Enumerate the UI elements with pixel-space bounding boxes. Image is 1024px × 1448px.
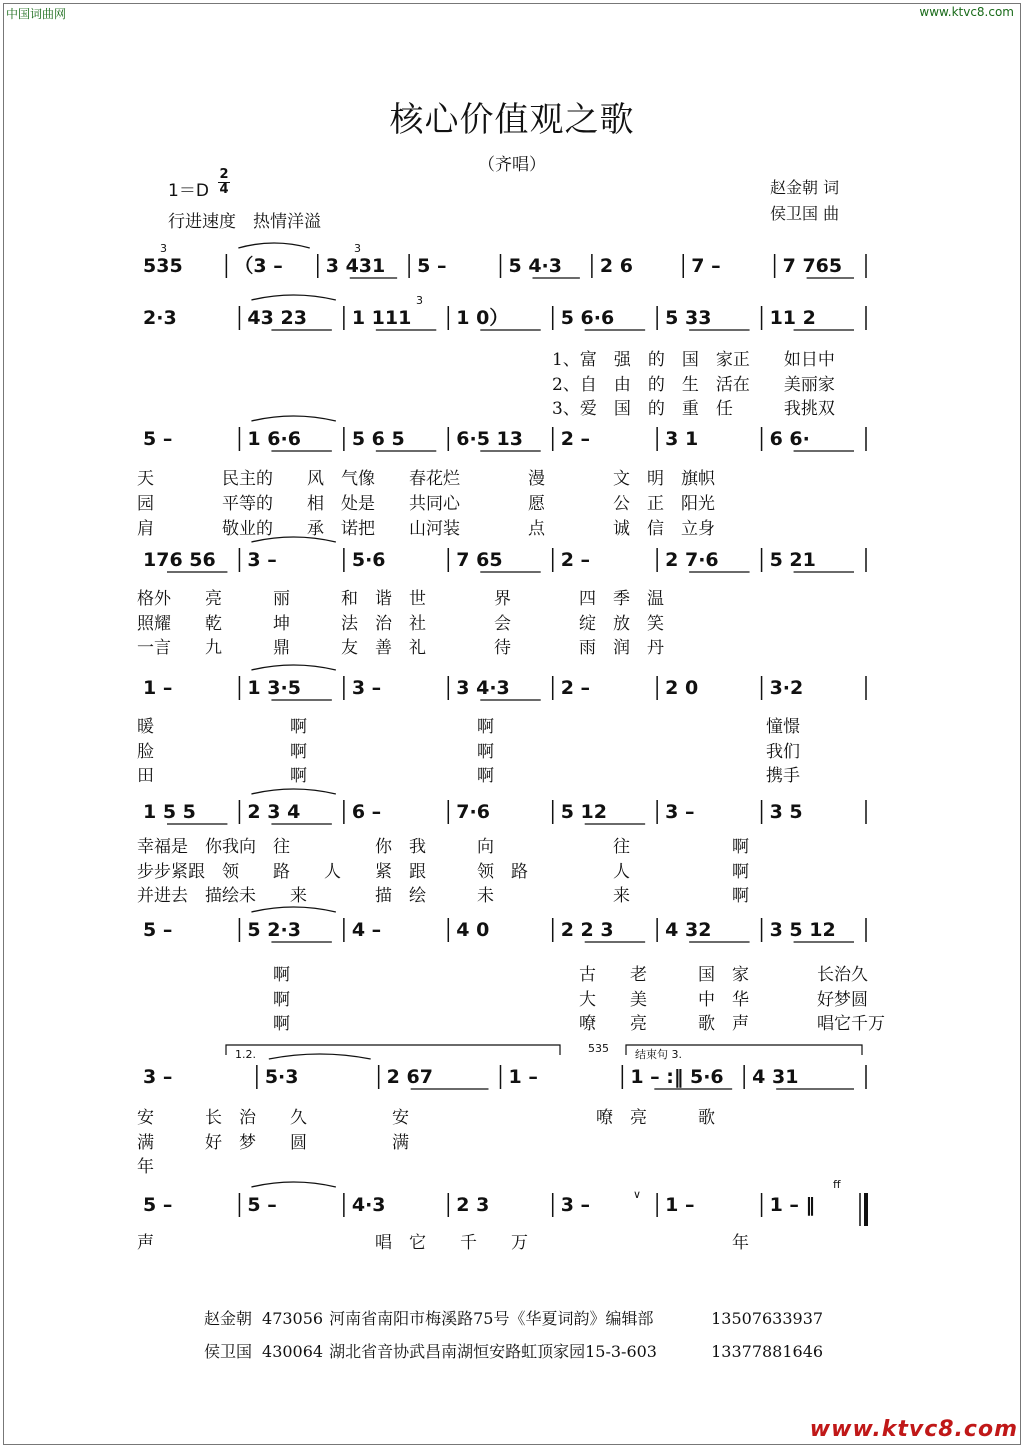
lyric-line: 啊 古 老 国 家 长治久 [273,965,868,985]
triplet-mark: 3 [354,242,361,255]
contact-lyricist [204,1306,823,1329]
lyric-line: 1、富 强 的 国 家正 如日中 [552,350,835,370]
lyric-line: 满 好 梦 圆 满 [137,1133,409,1153]
measure-notes: 5 4·3 [508,255,562,277]
measure-notes: 5 2·3 [247,919,301,941]
measure-notes: 3·2 [769,677,804,699]
contact-postcode: 473056 [262,1309,324,1328]
measure-notes: 3 – [143,1066,173,1088]
site-watermark-right[interactable]: www.ktvc8.com [919,5,1014,19]
measure-notes: 1 – :‖ 5·6 [630,1066,724,1088]
measure-notes: 5 12 [560,801,607,823]
measure-notes: 176 56 [143,549,216,571]
measure-notes: 3 1 [665,428,699,450]
measure-notes: 3 4·3 [456,677,510,699]
key-signature: 1＝D [168,181,209,201]
time-denominator: 4 [219,182,229,197]
dynamic-marking: ff [833,1178,841,1191]
composer-credit: 侯卫国 曲 [770,204,840,223]
measure-notes: 3 5 12 [769,919,836,941]
measure-notes: 3 – [560,1194,591,1216]
lyric-line: 天 民主的 风 气像 春花烂 漫 文 明 旗帜 [137,469,715,489]
measure-notes: 2 – [560,428,591,450]
measure-notes: 1 – ‖ [769,1194,816,1216]
measure-notes: 2 6 [599,255,633,277]
ending-pickup: 535 [588,1042,609,1055]
measure-notes: 43 23 [247,307,307,329]
measure-notes: 4 – [351,919,382,941]
lyric-line: 园 平等的 相 处是 共同心 愿 公 正 阳光 [137,494,715,514]
triplet-mark: 3 [416,294,423,307]
contact-address: 河南省南阳市梅溪路75号《华夏词韵》编辑部 [329,1309,654,1328]
lyric-line: 肩 敬业的 承 诺把 山河装 点 诚 信 立身 [137,519,715,539]
volta-label: 1.2. [235,1048,256,1061]
lyric-line: 安 长 治 久 安 嘹 亮 歌 [137,1108,715,1128]
measure-notes: 5 – [143,428,173,450]
song-title: 核心价值观之歌 [389,100,635,140]
measure-notes: 2 – [560,549,591,571]
tie-arc [238,243,309,248]
measure-notes: 1 – [665,1194,695,1216]
lyric-line: 3、爱 国 的 重 任 我挑双 [552,399,835,419]
lyric-line: 照耀 乾 坤 法 治 社 会 绽 放 笑 [137,614,664,634]
site-logo[interactable]: www.ktvc8.com [809,1417,1018,1442]
measure-notes: 3 – [247,549,277,571]
measure-notes: 1 5 5 [143,801,196,823]
measure-notes: 5·6 [351,549,386,571]
measure-notes: 7·6 [456,801,490,823]
measure-notes: 6 6· [769,428,810,450]
lyric-line: 幸福是 你我向 往 你 我 向 往 啊 [137,837,749,857]
contact-name: 侯卫国 [204,1342,253,1361]
lyric-line: 啊 嘹 亮 歌 声 唱它千万 [273,1014,885,1034]
measure-notes: 4 0 [456,919,490,941]
lyric-line: 格外 亮 丽 和 谐 世 界 四 季 温 [137,589,664,609]
measure-notes: 5·3 [264,1066,299,1088]
tie-arc [251,665,335,670]
tie-arc [251,1182,335,1187]
measure-notes: 3 5 [769,801,803,823]
measure-notes: 11 2 [769,307,816,329]
lyricist-credit: 赵金朝 词 [770,178,840,197]
song-subtitle: （齐唱） [478,155,546,175]
measure-notes: 2 7·6 [665,549,719,571]
triplet-mark: 3 [160,242,167,255]
measure-notes: 2·3 [143,307,177,329]
measure-notes: 535 [143,255,183,277]
contact-address: 湖北省音协武昌南湖恒安路虹顶家园15-3-603 [329,1342,657,1361]
tie-arc [251,907,335,912]
measure-notes: 6·5 13 [456,428,524,450]
measure-notes: 2 – [560,677,591,699]
measure-notes: 4 32 [665,919,712,941]
measure-notes: 7 – [691,255,721,277]
measure-notes: 1 3·5 [247,677,301,699]
lyric-line: 步步紧跟 领 路 人 紧 跟 领 路 人 啊 [137,862,749,882]
tie-arc [251,295,335,300]
tie-arc [251,416,335,421]
measure-notes: 5 – [143,919,173,941]
contact-composer [204,1339,823,1362]
measure-notes: 1 111 [351,307,412,329]
measure-notes: 2 3 4 [247,801,301,823]
lyric-line: 声 唱 它 千 万 年 [137,1233,749,1253]
measure-notes: 6 – [351,801,382,823]
measure-notes: 5 – [247,1194,277,1216]
measure-notes: 3 – [665,801,695,823]
measure-notes: 7 765 [782,255,843,277]
volta-label: 结束句 3. [635,1048,682,1061]
measure-notes: 4·3 [351,1194,386,1216]
lyric-line: 一言 九 鼎 友 善 礼 待 雨 润 丹 [137,638,664,658]
measure-notes: 1 6·6 [247,428,301,450]
site-watermark-left[interactable]: 中国词曲网 [6,7,67,21]
measure-notes: 2 2 3 [560,919,614,941]
measure-notes: 3 431 [325,255,386,277]
contact-phone: 13507633937 [711,1309,824,1328]
volta-bracket [226,1045,560,1055]
measure-notes: 5 – [143,1194,173,1216]
measure-notes: 3 – [351,677,382,699]
lyric-line: 2、自 由 的 生 活在 美丽家 [552,375,835,395]
tie-arc [269,1054,371,1059]
tie-arc [251,789,335,794]
lyric-line: 年 [137,1157,154,1177]
measure-notes: 5 – [417,255,447,277]
lyric-line: 啊 大 美 中 华 好梦圆 [273,990,868,1010]
measure-notes: 2 3 [456,1194,490,1216]
tempo-marking: 行进速度 热情洋溢 [168,212,321,232]
measure-notes: 1 – [143,677,173,699]
measure-notes: 5 6·6 [560,307,615,329]
time-numerator: 2 [219,167,229,182]
measure-notes: 5 33 [665,307,712,329]
measure-notes: 5 6 5 [351,428,405,450]
measure-notes: 1 0） [456,307,509,329]
measure-notes: （3 – [234,255,283,277]
measure-notes: 5 21 [769,549,816,571]
contact-phone: 13377881646 [711,1342,824,1361]
lyric-line: 脸 啊 啊 我们 [137,742,800,762]
measure-notes: 2 67 [386,1066,433,1088]
lyric-line: 田 啊 啊 携手 [137,766,800,786]
lyric-line: 暖 啊 啊 憧憬 [137,717,800,737]
lyric-line: 并进去 描绘未 来 描 绘 未 来 啊 [137,886,749,906]
measure-notes: 2 0 [665,677,699,699]
contact-postcode: 430064 [262,1342,324,1361]
measure-notes: 7 65 [456,549,503,571]
contact-name: 赵金朝 [204,1309,253,1328]
measure-notes: 1 – [508,1066,538,1088]
measure-notes: 4 31 [752,1066,799,1088]
breath-mark: ∨ [633,1188,642,1201]
